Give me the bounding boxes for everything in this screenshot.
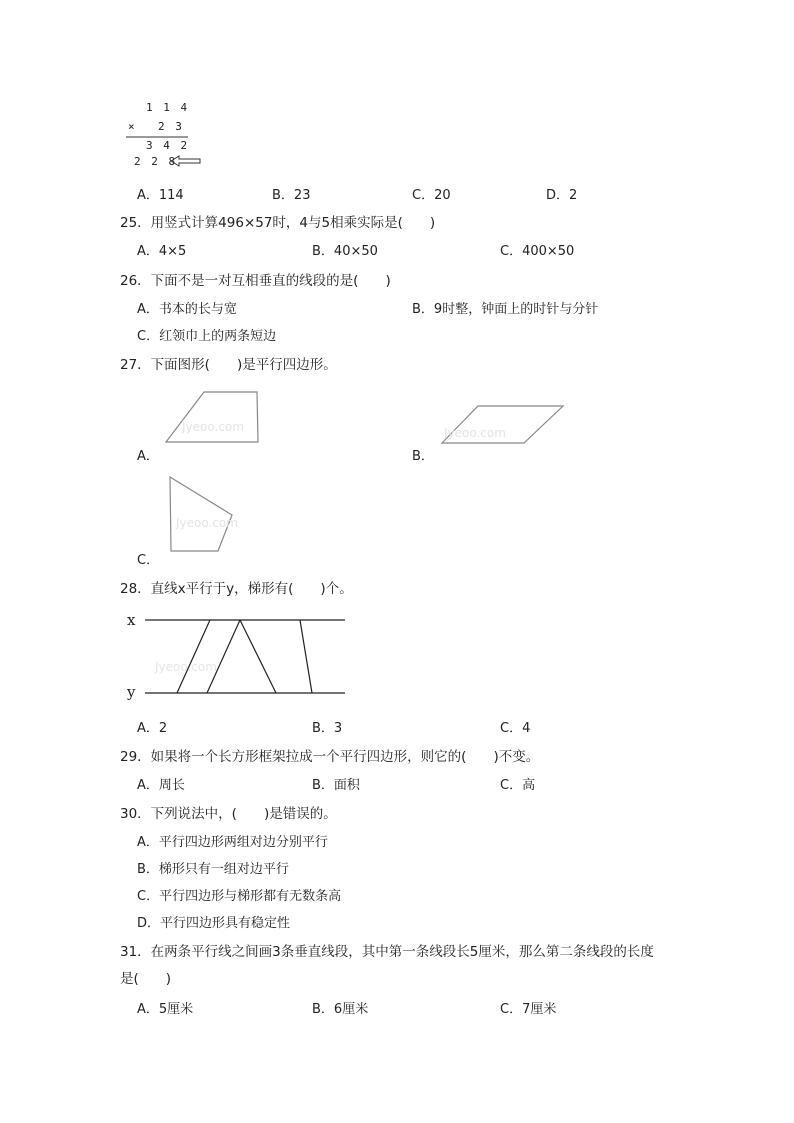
q29-option-c[interactable]: C．高: [500, 778, 536, 793]
q28-option-b[interactable]: B．3: [312, 721, 343, 736]
q26-question: 26．下面不是一对互相垂直的线段的是( ): [120, 273, 391, 289]
arrow-left-icon: [170, 155, 202, 167]
q27-shape-c-pentagon: [166, 475, 236, 555]
multiplication-rule: [126, 136, 190, 138]
partial-product-1: 3 4 2: [146, 139, 190, 152]
q24-option-c[interactable]: C．20: [412, 188, 451, 203]
multiplicand: 1 1 4: [146, 101, 190, 114]
q25-option-b[interactable]: B．40×50: [312, 244, 378, 259]
q26-option-b[interactable]: B．9时整，钟面上的时针与分针: [412, 302, 599, 317]
q28-option-c[interactable]: C．4: [500, 721, 531, 736]
q24-option-d[interactable]: D．2: [546, 188, 578, 203]
q25-option-c[interactable]: C．400×50: [500, 244, 575, 259]
q30-option-c[interactable]: C．平行四边形与梯形都有无数条高: [137, 889, 342, 904]
q31-question-line1: 31．在两条平行线之间画3条垂直线段，其中第一条线段长5厘米，那么第二条线段的长度: [120, 944, 654, 960]
q30-question: 30．下列说法中，( )是错误的。: [120, 806, 337, 822]
q27-shape-a-trapezoid: [164, 390, 264, 446]
q29-option-a[interactable]: A．周长: [137, 778, 185, 793]
q25-question: 25．用竖式计算496×57时，4与5相乘实际是( ): [120, 215, 436, 231]
q31-option-b[interactable]: B．6厘米: [312, 1002, 369, 1017]
q26-option-a[interactable]: A．书本的长与宽: [137, 302, 237, 317]
q31-option-a[interactable]: A．5厘米: [137, 1002, 194, 1017]
line-x-label: x: [127, 611, 136, 629]
q28-option-a[interactable]: A．2: [137, 721, 168, 736]
watermark-a: Jyeoo.com: [182, 420, 244, 434]
q30-option-a[interactable]: A．平行四边形两组对边分别平行: [137, 835, 328, 850]
q31-option-c[interactable]: C．7厘米: [500, 1002, 557, 1017]
times-sign: ×: [128, 120, 137, 133]
q27-option-a[interactable]: A．: [137, 449, 159, 464]
multiplier: 2 3: [158, 120, 184, 133]
q26-option-c[interactable]: C．红领巾上的两条短边: [137, 329, 277, 344]
q29-question: 29．如果将一个长方形框架拉成一个平行四边形，则它的( )不变。: [120, 749, 540, 765]
q25-option-a[interactable]: A．4×5: [137, 244, 187, 259]
q27-question: 27．下面图形( )是平行四边形。: [120, 357, 337, 373]
q30-option-d[interactable]: D．平行四边形具有稳定性: [137, 916, 291, 931]
q27-option-c[interactable]: C．: [137, 553, 160, 568]
line-y-label: y: [127, 683, 136, 701]
q30-option-b[interactable]: B．梯形只有一组对边平行: [137, 862, 289, 877]
partial-product-2: 2 2 8: [134, 155, 178, 168]
watermark-b: Jyeoo.com: [444, 426, 506, 440]
q28-trapezoid-figure: [140, 612, 350, 702]
q27-option-b[interactable]: B．: [412, 449, 434, 464]
q24-option-a[interactable]: A．114: [137, 188, 184, 203]
watermark-d: Jyeoo.com: [155, 660, 217, 674]
q28-question: 28．直线x平行于y，梯形有( )个。: [120, 581, 353, 597]
q29-option-b[interactable]: B．面积: [312, 778, 360, 793]
watermark-c: Jyeoo.com: [176, 516, 238, 530]
q31-question-line2: 是( ): [120, 971, 172, 987]
q24-option-b[interactable]: B．23: [272, 188, 311, 203]
